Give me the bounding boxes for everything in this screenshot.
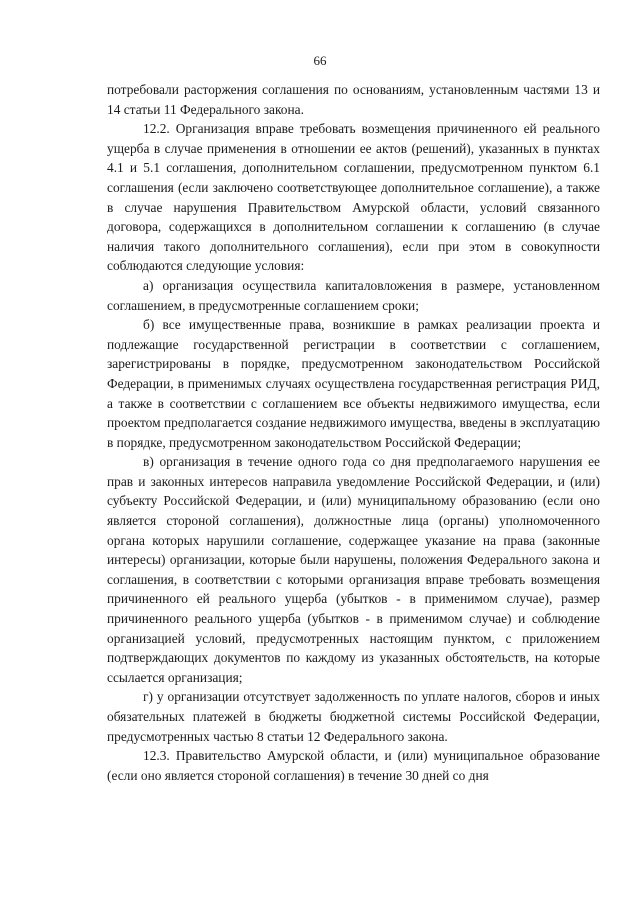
paragraph-item-a: а) организация осуществила капиталовложения в размере, установленном соглашением, в предусмотренные соглашением сроки; (107, 277, 600, 313)
paragraph-12-3: 12.3. Правительство Амурской области, и (или) муниципальное образование (если оно является стороной соглашения) в течение 30 дней со дня (107, 748, 600, 783)
document-body (107, 80, 600, 785)
page-number: 66 (313, 53, 327, 68)
paragraph-12-2: 12.2. Организация вправе требовать возмещения причиненного ей реального ущерба в случае применения в отношении ее актов (решений), указанных в пунктах 4.1 и 5.1 соглашения, дополнительном соглашении, предусмотренном пунктом 6.1 соглашения (если заключено соответствующее дополнительное соглашение), а также в случае нарушения Правительством Амурской области, условий связанного договора, содержащихся в дополнительном соглашении к соглашению (в случае наличия такого дополнительного соглашения), если при этом в совокупности соблюдаются следующие условия: (107, 121, 600, 274)
paragraph-item-v: в) организация в течение одного года со дня предполагаемого нарушения ее прав и законных интересов направила уведомление Российской Федерации, и (или) субъекту Российской Федерации, и (или) муниципальному образованию (если оно является стороной соглашения), должностные лица (органы) уполномоченного органа которых нарушили соглашение, содержащее указание на права (законные интересы) организации, которые были нарушены, положения Федерального закона и соглашения, в соответствии с которыми организация вправе требовать возмещения причиненного ей реального ущерба (убытков - в применимом случае), размер причиненного реального ущерба (убытков - в применимом случае) и соблюдение организацией условий, предусмотренных настоящим пунктом, с приложением подтверждающих документов по каждому из указанных обстоятельств, на которые ссылается организация; (107, 454, 600, 685)
paragraph-continuation: потребовали расторжения соглашения по основаниям, установленным частями 13 и 14 статьи 11 Федерального закона. (107, 82, 600, 117)
paragraph-item-b: б) все имущественные права, возникшие в рамках реализации проекта и подлежащие государственной регистрации в соответствии с соглашением, зарегистрированы в порядке, предусмотренном законодательством Российской Федерации, в применимых случаях осуществлена государственная регистрация РИД, а также в соответствии с соглашением все объекты недвижимого имущества, если проектом предполагается создание недвижимого имущества, введены в эксплуатацию в порядке, предусмотренном законодательством Российской Федерации; (107, 317, 600, 450)
paragraph-item-g: г) у организации отсутствует задолженность по уплате налогов, сборов и иных обязательных платежей в бюджеты бюджетной системы Российской Федерации, предусмотренных частью 8 статьи 12 Федерального закона. (107, 689, 600, 744)
